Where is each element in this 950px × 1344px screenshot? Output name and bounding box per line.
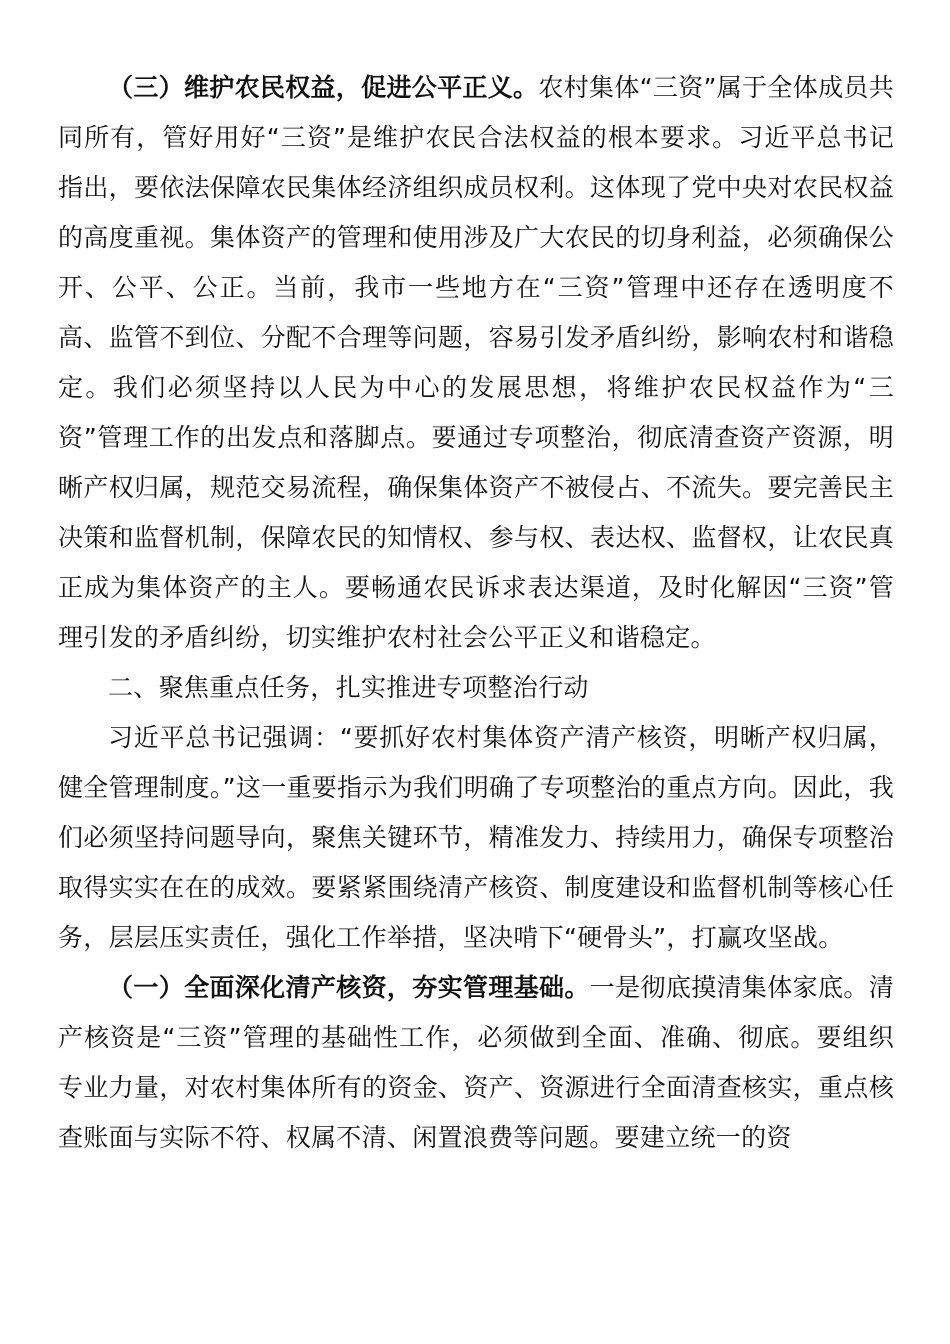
document-body	[58, 63, 894, 1163]
paragraph-protect-farmer-rights	[58, 63, 894, 663]
paragraph-text: 农村集体“三资”属于全体成员共同所有，管好用好“三资”是维护农民合法权益的根本要求。习近平总书记指出，要依法保障农民集体经济组织成员权利。这体现了党中央对农民权益的高度重视。集体资产的管理和使用涉及广大农民的切身利益，必须确保公开、公平、公正。当前，我市一些地方在“三资”管理中还存在透明度不高、监管不到位、分配不合理等问题，容易引发矛盾纠纷，影响农村和谐稳定。我们必须坚持以人民为中心的发展思想，将维护农民权益作为“三资”管理工作的出发点和落脚点。要通过专项整治，彻底清查资产资源，明晰产权归属，规范交易流程，确保集体资产不被侵占、不流失。要完善民主决策和监督机制，保障农民的知情权、参与权、表达权、监督权，让农民真正成为集体资产的主人。要畅通农民诉求表达渠道，及时化解因“三资”管理引发的矛盾纠纷，切实维护农村社会公平正义和谐稳定。	[58, 73, 894, 652]
paragraph-key-tasks	[58, 713, 894, 963]
section-lead-three: （三）维护农民权益，促进公平正义。	[108, 73, 539, 102]
paragraph-asset-verification	[58, 963, 894, 1163]
paragraph-text: 一是彻底摸清集体家底。清产核资是“三资”管理的基础性工作，必须做到全面、准确、彻底。要组织专业力量，对农村集体所有的资金、资产、资源进行全面清查核实，重点核查账面与实际不符、权属不清、闲置浪费等问题。要建立统一的资	[58, 973, 895, 1152]
section-heading-two: 二、聚焦重点任务，扎实推进专项整治行动	[108, 673, 589, 702]
paragraph-text: 习近平总书记强调：“要抓好农村集体资产清产核资，明晰产权归属，健全管理制度。”这一重要指示为我们明确了专项整治的重点方向。因此，我们必须坚持问题导向，聚焦关键环节，精准发力、持续用力，确保专项整治取得实实在在的成效。要紧紧围绕清产核资、制度建设和监督机制等核心任务，层层压实责任，强化工作举措，坚决啃下“硬骨头”，打赢攻坚战。	[58, 723, 894, 952]
section-lead-one: （一）全面深化清产核资，夯实管理基础。	[108, 973, 590, 1002]
